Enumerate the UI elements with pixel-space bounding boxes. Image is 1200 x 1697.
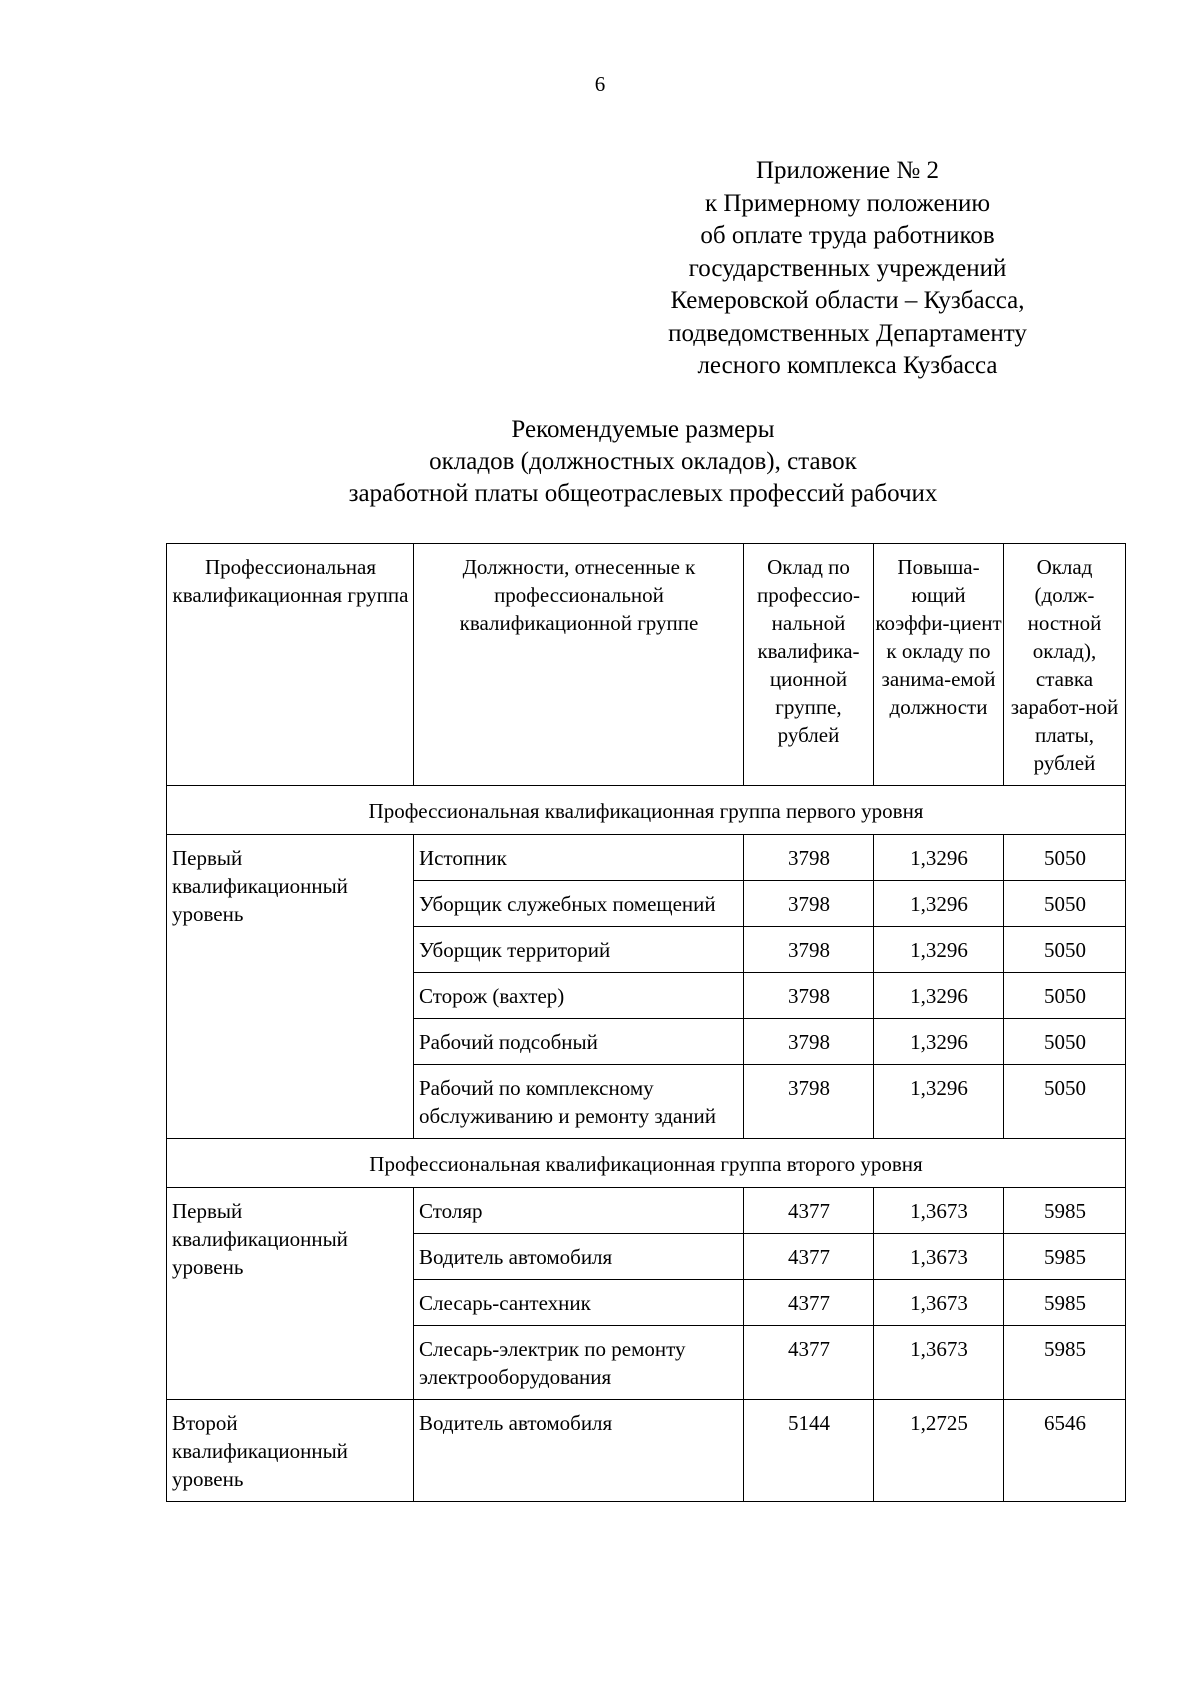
position-name: Слесарь-электрик по ремонту электрооборудования bbox=[414, 1326, 744, 1400]
position-name: Рабочий подсобный bbox=[414, 1019, 744, 1065]
position-salary: 5985 bbox=[1004, 1326, 1126, 1400]
coefficient: 1,3673 bbox=[874, 1188, 1004, 1234]
group-salary: 3798 bbox=[744, 881, 874, 927]
position-name: Истопник bbox=[414, 835, 744, 881]
group-salary: 5144 bbox=[744, 1400, 874, 1502]
position-salary: 5050 bbox=[1004, 927, 1126, 973]
appendix-line: об оплате труда работников bbox=[700, 222, 995, 249]
appendix-line: к Примерному положению bbox=[704, 189, 991, 217]
position-salary: 5985 bbox=[1004, 1188, 1126, 1234]
table-header-row bbox=[167, 544, 1126, 786]
group-salary: 3798 bbox=[744, 1019, 874, 1065]
title-line: Рекомендуемые размеры bbox=[511, 416, 775, 443]
position-salary: 6546 bbox=[1004, 1400, 1126, 1502]
group-salary: 3798 bbox=[744, 835, 874, 881]
position-salary: 5985 bbox=[1004, 1280, 1126, 1326]
group-salary: 4377 bbox=[744, 1326, 874, 1400]
position-name: Столяр bbox=[414, 1188, 744, 1234]
qualification-level: Первый квалификационный уровень bbox=[167, 1188, 414, 1400]
coefficient: 1,3296 bbox=[874, 835, 1004, 881]
appendix-line: Кемеровской области – Кузбасса, bbox=[670, 287, 1025, 314]
group-salary: 4377 bbox=[744, 1188, 874, 1234]
position-name: Уборщик территорий bbox=[414, 927, 744, 973]
header-group-salary: Оклад по профессио-нальной квалифика-ционной группе, рублей bbox=[744, 544, 874, 786]
group-salary: 4377 bbox=[744, 1234, 874, 1280]
appendix-line: подведомственных Департаменту bbox=[668, 319, 1027, 347]
position-name: Водитель автомобиля bbox=[414, 1400, 744, 1502]
position-name: Слесарь-сантехник bbox=[414, 1280, 744, 1326]
position-name: Уборщик служебных помещений bbox=[414, 881, 744, 927]
coefficient: 1,3296 bbox=[874, 927, 1004, 973]
group-salary: 3798 bbox=[744, 1065, 874, 1139]
coefficient: 1,3296 bbox=[874, 1019, 1004, 1065]
coefficient: 1,3673 bbox=[874, 1280, 1004, 1326]
coefficient: 1,3673 bbox=[874, 1234, 1004, 1280]
group-salary: 3798 bbox=[744, 973, 874, 1019]
group-title: Профессиональная квалификационная группа второго уровня bbox=[167, 1139, 1126, 1188]
position-salary: 5050 bbox=[1004, 881, 1126, 927]
salary-table bbox=[166, 543, 1126, 1502]
group-salary: 4377 bbox=[744, 1280, 874, 1326]
table-row bbox=[167, 835, 1126, 881]
table-row bbox=[167, 1188, 1126, 1234]
coefficient: 1,3296 bbox=[874, 973, 1004, 1019]
header-qualification-group: Профессиональная квалификационная группа bbox=[167, 544, 414, 786]
coefficient: 1,2725 bbox=[874, 1400, 1004, 1502]
table-row bbox=[167, 1400, 1126, 1502]
header-position-salary: Оклад (долж-ностной оклад), ставка заработ-ной платы, рублей bbox=[1004, 544, 1126, 786]
group-title: Профессиональная квалификационная группа первого уровня bbox=[167, 786, 1126, 835]
title-line: окладов (должностных окладов), ставок bbox=[429, 448, 857, 475]
appendix-line: Приложение № 2 bbox=[755, 157, 940, 184]
position-name: Водитель автомобиля bbox=[414, 1234, 744, 1280]
position-salary: 5050 bbox=[1004, 1019, 1126, 1065]
qualification-level: Второй квалификационный уровень bbox=[167, 1400, 414, 1502]
position-salary: 5985 bbox=[1004, 1234, 1126, 1280]
appendix-line: лесного комплекса Кузбасса bbox=[697, 352, 998, 379]
header-positions: Должности, отнесенные к профессиональной квалификационной группе bbox=[414, 544, 744, 786]
group-title-row bbox=[167, 786, 1126, 835]
group-salary: 3798 bbox=[744, 927, 874, 973]
appendix-line: государственных учреждений bbox=[688, 254, 1007, 282]
header-coefficient: Повыша-ющий коэффи-циент к окладу по занима-емой должности bbox=[874, 544, 1004, 786]
appendix-reference bbox=[600, 155, 1095, 383]
position-salary: 5050 bbox=[1004, 1065, 1126, 1139]
document-title bbox=[158, 414, 1128, 510]
position-salary: 5050 bbox=[1004, 973, 1126, 1019]
title-line: заработной платы общеотраслевых профессий рабочих bbox=[348, 480, 938, 507]
page-number: 6 bbox=[594, 72, 606, 96]
coefficient: 1,3673 bbox=[874, 1326, 1004, 1400]
position-name: Сторож (вахтер) bbox=[414, 973, 744, 1019]
position-salary: 5050 bbox=[1004, 835, 1126, 881]
qualification-level: Первый квалификационный уровень bbox=[167, 835, 414, 1139]
coefficient: 1,3296 bbox=[874, 1065, 1004, 1139]
position-name: Рабочий по комплексному обслуживанию и ремонту зданий bbox=[414, 1065, 744, 1139]
group-title-row bbox=[167, 1139, 1126, 1188]
coefficient: 1,3296 bbox=[874, 881, 1004, 927]
